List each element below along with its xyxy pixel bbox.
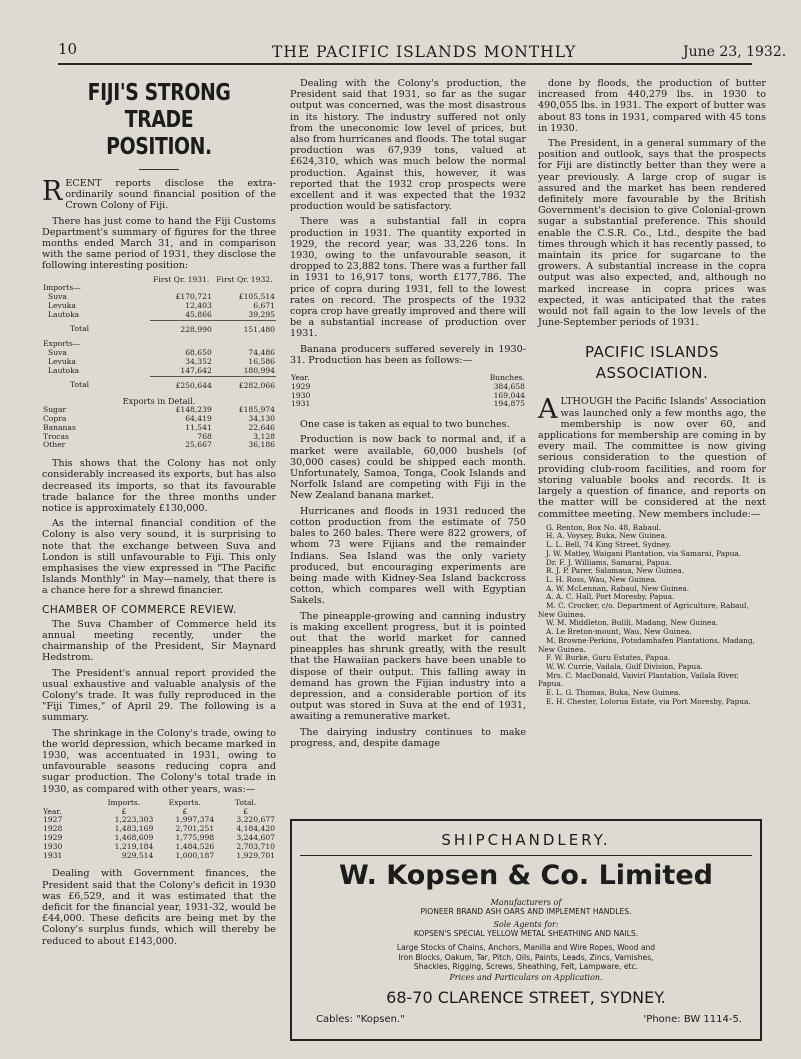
imports-label: Imports— xyxy=(43,283,81,293)
list-item: E. H. Chester, Lolorua Estate, via Port Moresby, Papua. xyxy=(546,696,751,706)
headline-line-1: FIJI'S STRONG TRADE xyxy=(87,80,231,133)
article-paragraph: This shows that the Colony has not only considerably increased its exports, but has also decreased its imports, so that its favourable trade balance for the three months under notice is approximately £130,000. xyxy=(42,458,276,514)
article-paragraph: Dealing with the Colony's production, the President said that 1931, so far as the sugar output was concerned, was the most disastrous in its history. The industry suffered not only from the uneconomic low level of prices, but also from hurricanes and floods. The total sugar production was 67,939 tons, valued at £624,310, which was much below the normal production. Against this, however, it was reported that the 1932 crop prospects were excellent and it was expected that the 1932 production would be satisfactory. xyxy=(290,78,526,213)
ad-firm-name: W. Kopsen & Co. Limited xyxy=(339,860,713,891)
table-row: Suva £170,721 £105,514 xyxy=(48,292,275,302)
list-item: M. Browne-Perkins, Potsdamhafen Plantations, Madang, New Guinea. xyxy=(538,635,755,654)
col-head-year: Year. xyxy=(291,373,310,383)
headline-rule xyxy=(139,169,179,170)
lead-text: ECENT reports disclose the extra-ordinarily sound financial position of the Crown Colony of Fiji. xyxy=(65,178,276,212)
list-item: W. W. Currie, Vailala, Gulf Division, Papua. xyxy=(546,661,703,671)
page-number: 10 xyxy=(58,40,78,58)
publication-title: THE PACIFIC ISLANDS MONTHLY xyxy=(272,43,577,61)
table-row: 1931 929,514 1,000,187 1,929,701 xyxy=(43,850,275,860)
article-paragraph: Hurricanes and floods in 1931 reduced the cotton production from the estimate of 750 bales to 260 bales. There were 822 growers, of whom 73 were Fijians and the remainder Indians. Sea Island was the only variety produced, but encouraging experiments are being made with Kidney-Sea Island backcross cotton, which compares well with Egyptian Sakels. xyxy=(290,505,526,607)
kopsen-advertisement xyxy=(290,819,762,1041)
column-1 xyxy=(42,78,276,951)
article-paragraph: The dairying industry continues to make progress, and, despite damage xyxy=(290,726,526,749)
list-item: L. L. Bell, 74 King Street, Sydney. xyxy=(546,540,671,550)
article-lead-paragraph xyxy=(42,178,276,212)
ad-agents-label: Sole Agents for: xyxy=(493,919,559,929)
ad-stock-line-2: Iron Blocks, Oakum, Tar, Pitch, Oils, Paints, Leads, Zincs, Varnishes, xyxy=(398,952,654,962)
ad-cables: Cables: "Kopsen." xyxy=(316,1014,405,1025)
table-row: Suva 68,650 74,486 xyxy=(48,348,275,358)
table-row: Total £250,644 £282,066 xyxy=(42,376,276,390)
article-paragraph: The Suva Chamber of Commerce held its annual meeting recently, under the chairmanship of the President, Sir Maynard Hedstrom. xyxy=(42,618,276,664)
table-row: Lautoka 147,642 180,994 xyxy=(48,365,275,375)
table-row: Bananas 11,541 22,646 xyxy=(43,422,275,432)
issue-date: June 23, 1932. xyxy=(683,44,787,60)
list-item: L. H. Ross, Wau, New Guinea. xyxy=(546,574,657,584)
list-item: A. Le Breton-mount, Wau, New Guinea. xyxy=(546,627,692,637)
table-row: Lautoka 45,866 39,295 xyxy=(48,309,275,319)
list-item: G. Renton, Box No. 48, Rabaul. xyxy=(546,522,662,532)
col-head-year: Year. xyxy=(43,806,62,816)
list-item: H. A. Voysey, Buka, New Guinea. xyxy=(546,531,668,541)
article-paragraph: done by floods, the production of butter increased from 440,279 lbs. in 1930 to 490,055 lbs. in 1931. The export of butter was about 83 tons in 1931, compared with 45 tons in 1930. xyxy=(538,78,766,134)
association-heading-line-2: ASSOCIATION. xyxy=(595,364,709,383)
member-list xyxy=(538,524,766,707)
article-paragraph: The President's annual report provided the usual exhaustive and valuable analysis of the Colony's trade. It was fully reproduced in the "Fiji Times," of April 29. The following is a summary. xyxy=(42,667,276,724)
banana-table xyxy=(290,374,526,409)
article-paragraph: There has just come to hand the Fiji Customs Department's summary of figures for the three months ended March 31, and in comparison with the same period of 1931, they disclose the following interesting position: xyxy=(42,215,276,272)
article-paragraph: The pineapple-growing and canning industry is making excellent progress, but it is pointed out that the world market for canned pineapples has shrunk greatly, with the result that the Hawaiian packers have been unable to dispose of their output. This falling away in demand has grown the Fijian industry into a depression, and a considerable portion of its output was stored in Suva at the end of 1931, awaiting a remunerative market. xyxy=(290,610,526,723)
table-row: Sugar £148,239 £185,974 xyxy=(43,405,275,415)
quarterly-trade-table xyxy=(42,276,276,451)
drop-cap: A xyxy=(538,394,558,426)
table-row: Copra 64,419 34,130 xyxy=(43,413,275,423)
col-head-total: Total. xyxy=(234,797,257,807)
article-paragraph: There was a substantial fall in copra production in 1931. The quantity exported in 1929, the record year, was 33,226 tons. In 1930, owing to the unfavourable season, it dropped to 23,882 tons. There was a further fall in 1931 to 16,917 tons, worth £177,786. The price of copra during 1931, fell to the lowest rates on record. The prospects of the 1932 copra crop have greatly improved and there will be a substantial increase of production over 1931. xyxy=(290,216,526,340)
association-heading-line-1: PACIFIC ISLANDS xyxy=(585,343,719,362)
col-head-exports: Exports. xyxy=(168,797,201,807)
table-row: Levuka 12,403 6,671 xyxy=(48,301,275,311)
exports-detail-heading: Exports in Detail. xyxy=(122,396,196,407)
column-3 xyxy=(538,78,766,706)
annual-trade-table: Imports. Exports. Total. Year. £ £ £ 1927 1,223,303 1,997,374 3,220,677 1928 1,483,169 2,701,251 4,184,420 1929 1,468,609 1,775,998 3,244,607 1930 1,219,184 1,484,526 2,703,710 1931 929,514 1,000,187 1,929,701 xyxy=(43,797,275,860)
ad-phone: 'Phone: BW 1114-5. xyxy=(643,1014,742,1025)
table-row: 1930 169,044 xyxy=(291,390,525,400)
ad-address: 68-70 CLARENCE STREET, SYDNEY. xyxy=(386,987,666,1007)
ad-manufacturers-label: Manufacturers of xyxy=(490,898,562,907)
ad-manufacturers-line: PIONEER BRAND ASH OARS AND IMPLEMENT HANDLES. xyxy=(420,907,632,916)
table-row: Trocas 768 3,128 xyxy=(43,431,275,441)
col-head-1932: First Qr. 1932. xyxy=(216,274,273,284)
list-item: Dr. F. J. Williams, Samarai, Papua. xyxy=(546,557,672,567)
chamber-heading: CHAMBER OF COMMERCE REVIEW. xyxy=(42,603,237,616)
list-item: A. A. C. Hall, Port Moresby, Papua. xyxy=(546,592,675,602)
article-paragraph: As the internal financial condition of the Colony is also very sound, it is surprising to note that the exchange between Suva and London is still unfavourable to Fiji. This only emphasises the view expressed in "The Pacific Islands Monthly" in May—namely, that there is a chance here for a shrewd financier. xyxy=(42,518,276,597)
col-head-imports: Imports. xyxy=(107,797,141,807)
drop-cap: R xyxy=(42,176,63,207)
article-paragraph: Production is now back to normal and, if a market were available, 60,000 bushels (of 30,000 cases) could be shipped each month. Unfortunately, Samoa, Tonga, Cook Islands and Norfolk Island are competing with Fiji in the New Zealand banana market. xyxy=(290,434,526,502)
article-paragraph: One case is taken as equal to two bunches. xyxy=(300,419,510,431)
association-lead-paragraph xyxy=(538,396,766,519)
table-row: 1928 1,483,169 2,701,251 4,184,420 xyxy=(43,824,275,834)
table-row: Total 228,990 151,480 xyxy=(42,320,276,334)
headline-line-2: POSITION. xyxy=(106,134,212,160)
ad-stock-line-3: Shackles, Rigging, Screws, Sheathing, Felt, Lampware, etc. xyxy=(413,962,639,972)
association-heading xyxy=(538,342,766,384)
article-paragraph: The President, in a general summary of the position and outlook, says that the prospects for Fiji are distinctly better than they were a year previously. A large crop of sugar is assured and the market has been rendered definitely more favourable by the British Government's decision to give Colonial-grown sugar a substantial preference. This should enable the C.S.R. Co., Ltd., despite the bad times through which it has recently passed, to maintain its price for sugarcane to the growers. A substantial increase in the copra output was also expected, and, although no marked increase in copra prices was expected, it was anticipated that the rates would not fall again to the low levels of the June-September periods of 1931. xyxy=(538,138,766,329)
table-row: Levuka 34,352 16,586 xyxy=(48,357,275,366)
ad-rule xyxy=(300,855,752,856)
list-item: J. W. Matley, Waigani Plantation, via Samarai, Papua. xyxy=(546,548,742,558)
column-2 xyxy=(290,78,526,753)
article-paragraph: The shrinkage in the Colony's trade, owing to the world depression, which became marked in 1930, was accentuated in 1931, owing to unfavourable seasons reducing copra and sugar production. The Colony's total trade in 1930, as compared with other years, was:— xyxy=(42,727,276,795)
list-item: E. L. G. Thomas, Buka, New Guinea. xyxy=(546,688,681,698)
lead-text: LTHOUGH the Pacific Islands' Association was launched only a few months ago, the membership is now over 60, and applications for membership are coming in by every mail. The committee is now giving serious consideration to the question of providing club-room facilities, and room for storing valuable books and records. It is largely a question of finance, and reports on the matter will be considered at the next committee meeting. New members include:— xyxy=(538,396,766,520)
list-item: A. W. McLennan, Rabaul, New Guinea. xyxy=(546,583,690,593)
list-item: M. C. Crocker, c/o. Department of Agriculture, Rabaul, New Guinea. xyxy=(538,601,749,619)
article-headline xyxy=(63,80,255,161)
table-row: 1930 1,219,184 1,484,526 2,703,710 xyxy=(43,841,275,851)
table-row: Other 25,667 36,186 xyxy=(43,440,275,450)
article-paragraph: Banana producers suffered severely in 1930-31. Production has been as follows:— xyxy=(290,343,526,366)
table-row: 1929 384,658 xyxy=(291,381,525,391)
table-row: 1929 1,468,609 1,775,998 3,244,607 xyxy=(43,833,275,843)
header-rule xyxy=(58,63,752,65)
list-item: R. J. P. Parer, Salamaua, New Guinea. xyxy=(546,566,685,576)
list-item: F. W. Burke, Guru Estates, Papua. xyxy=(546,653,671,663)
col-head-1931: First Qr. 1931. xyxy=(153,274,210,284)
exports-label: Exports— xyxy=(43,339,81,349)
article-paragraph: Dealing with Government finances, the President said that the Colony's deficit in 1930 was £6,529, and it was estimated that the deficit for the financial year, 1931-32, would be £44,000. These deficits are being met by the Colony's surplus funds, which will thereby be reduced to about £143,000. xyxy=(42,868,276,947)
ad-prices-line: Prices and Particulars on Application. xyxy=(449,972,603,982)
ad-agents-line: KOPSEN'S SPECIAL YELLOW METAL SHEATHING AND NAILS. xyxy=(413,928,639,938)
list-item: W. M. Middleton, Bulili, Madang, New Guinea. xyxy=(546,618,719,628)
list-item: Mrs. C. MacDonald, Vaivirí Plantation, Vailala River, Papua. xyxy=(538,670,739,689)
table-row: 1931 194,875 xyxy=(291,399,525,409)
col-head-bunches: Bunches. xyxy=(489,373,525,383)
table-row: 1927 1,223,303 1,997,374 3,220,677 xyxy=(43,815,275,825)
ad-category: SHIPCHANDLERY. xyxy=(441,831,611,849)
ad-stock-line-1: Large Stocks of Chains, Anchors, Manilla and Wire Ropes, Wood and xyxy=(396,943,656,953)
